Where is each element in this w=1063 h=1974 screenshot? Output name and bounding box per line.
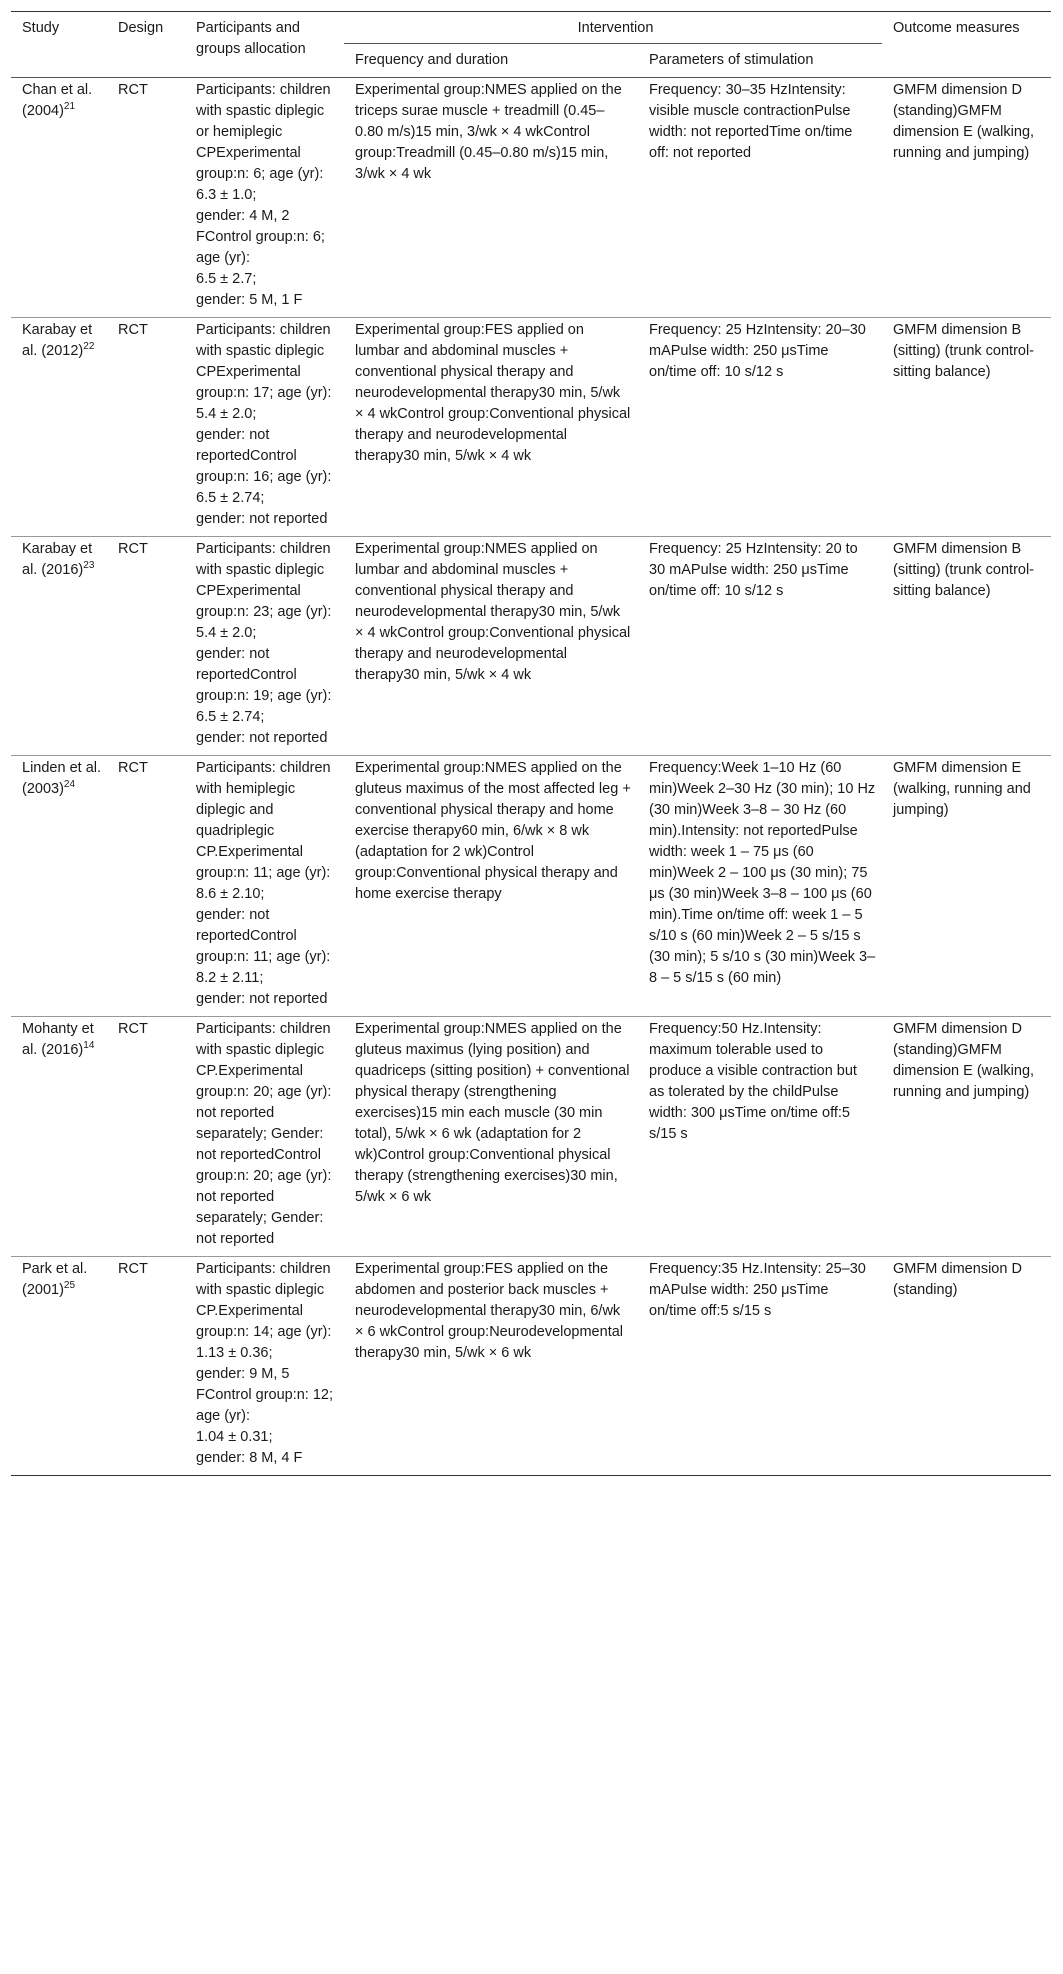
cell-parameters: Frequency: 30–35 HzIntensity: visible muscle contractionPulse width: not reportedTime on/time off: not reported	[649, 82, 853, 161]
cell-frequency-duration: Experimental group:NMES applied on the gluteus maximus (lying position) and quadriceps (sitting position) + conventional physical therapy (strengthening exercises)15 min each muscle (30 min total), 5/wk × 6 wk (adaptation for 2 wk)Control group:Conventional physical therapy (strengthening exercises)30 min, 5/wk × 6 wk	[344, 1017, 638, 1257]
cell-parameters: Frequency: 25 HzIntensity: 20 to 30 mAPulse width: 250 μsTime on/time off: 10 s/12 s	[638, 537, 882, 756]
cell-design: RCT	[107, 1257, 185, 1476]
table-row	[11, 78, 1051, 318]
cell-frequency-duration: Experimental group:NMES applied on the triceps surae muscle + treadmill (0.45–0.80 m/s)15 min, 3/wk × 4 wkControl group:Treadmill (0.45–0.80 m/s)15 min, 3/wk × 4 wk	[355, 82, 622, 182]
table-row	[11, 318, 1051, 537]
cell-outcome: GMFM dimension E (walking, running and jumping)	[882, 756, 1051, 1017]
cell-participants: Participants: children with spastic diplegic or hemiplegic CPExperimental group:n: 6; age (yr): 6.3 ± 1.0; gender: 4 M, 2 FControl group:n: 6; age (yr): 6.5 ± 2.7; gender: 5 M, 1 F	[196, 82, 331, 308]
cell-parameters: Frequency:50 Hz.Intensity: maximum tolerable used to produce a visible contraction but as tolerated by the childPulse width: 300 μsTime on/time off:5 s/15 s	[638, 1017, 882, 1257]
reference-number: 25	[63, 1280, 76, 1292]
study-name: Chan et al. (2004)	[22, 82, 93, 119]
cell-study	[11, 756, 107, 1017]
cell-parameters: Frequency:Week 1–10 Hz (60 min)Week 2–30 Hz (30 min); 10 Hz (30 min)Week 3–8 – 30 Hz (60 min).Intensity: not reportedPulse width: week 1 – 75 μs (60 min)Week 2 – 100 μs (30 min); 75 μs (30 min)Week 3–8 – 100 μs (60 min).Time on/time off: week 1 – 5 s/10 s (60 min)Week 2 – 5 s/15 s (30 min); 5 s/10 s (30 min)Week 3–8 – 5 s/15 s (60 min)	[638, 756, 882, 1017]
cell-outcome: GMFM dimension D (standing)GMFM dimension E (walking, running and jumping)	[893, 82, 1035, 161]
table-body	[11, 78, 1051, 1476]
cell-outcome: GMFM dimension D (standing)	[882, 1257, 1051, 1476]
cell-parameters: Frequency: 25 HzIntensity: 20–30 mAPulse width: 250 μsTime on/time off: 10 s/12 s	[638, 318, 882, 537]
table-row	[11, 1017, 1051, 1257]
cell-frequency-duration: Experimental group:NMES applied on lumbar and abdominal muscles + conventional physical therapy and neurodevelopmental therapy30 min, 5/wk × 4 wkControl group:Conventional physical therapy and neurodevelopmental therapy30 min, 5/wk × 4 wk	[344, 537, 638, 756]
study-name: Karabay et al. (2016)	[22, 541, 93, 578]
cell-study	[11, 318, 107, 537]
cell-frequency-duration: Experimental group:FES applied on the abdomen and posterior back muscles + neurodevelopmental therapy30 min, 6/wk × 6 wkControl group:Neurodevelopmental therapy30 min, 5/wk × 6 wk	[344, 1257, 638, 1476]
reference-number: 24	[63, 779, 76, 791]
cell-design: RCT	[107, 756, 185, 1017]
study-name: Mohanty et al. (2016)	[22, 1021, 94, 1058]
reference-number: 21	[63, 101, 76, 113]
cell-participants: Participants: children with spastic diplegic CP.Experimental group:n: 20; age (yr): not reported separately; Gender: not reportedControl group:n: 20; age (yr): not reported separately; Gender: not reported	[185, 1017, 344, 1257]
cell-participants: Participants: children with spastic diplegic CPExperimental group:n: 23; age (yr): 5.4 ± 2.0; gender: not reportedControl group:n: 19; age (yr): 6.5 ± 2.74; gender: not reported	[185, 537, 344, 756]
cell-design: RCT	[107, 537, 185, 756]
cell-study	[11, 537, 107, 756]
cell-frequency-duration: Experimental group:NMES applied on the gluteus maximus of the most affected leg + conventional physical therapy and home exercise therapy60 min, 6/wk × 8 wk (adaptation for 2 wk)Control group:Conventional physical therapy and home exercise therapy	[344, 756, 638, 1017]
cell-study	[11, 1257, 107, 1476]
header-parameters: Parameters of stimulation	[638, 44, 882, 78]
study-name: Linden et al. (2003)	[22, 760, 102, 797]
table-row	[11, 537, 1051, 756]
table-row	[11, 1257, 1051, 1476]
cell-study	[11, 1017, 107, 1257]
cell-outcome: GMFM dimension D (standing)GMFM dimension E (walking, running and jumping)	[882, 1017, 1051, 1257]
table-container	[11, 11, 1051, 1476]
header-intervention: Intervention	[577, 20, 654, 36]
header-participants: Participants and groups allocation	[185, 12, 344, 78]
cell-design: RCT	[107, 1017, 185, 1257]
table-header	[11, 12, 1051, 78]
table-row	[11, 756, 1051, 1017]
cell-study	[11, 78, 107, 318]
header-study: Study	[11, 12, 107, 78]
cell-parameters: Frequency:35 Hz.Intensity: 25–30 mAPulse width: 250 μsTime on/time off:5 s/15 s	[638, 1257, 882, 1476]
cell-design: RCT	[107, 318, 185, 537]
study-name: Karabay et al. (2012)	[22, 322, 93, 359]
reference-number: 22	[83, 341, 95, 353]
cell-outcome: GMFM dimension B (sitting) (trunk control-sitting balance)	[882, 537, 1051, 756]
reference-number: 23	[83, 560, 95, 572]
study-name: Park et al. (2001)	[22, 1261, 88, 1298]
header-design: Design	[107, 12, 185, 78]
cell-frequency-duration: Experimental group:FES applied on lumbar and abdominal muscles + conventional physical therapy and neurodevelopmental therapy30 min, 5/wk × 4 wkControl group:Conventional physical therapy and neurodevelopmental therapy30 min, 5/wk × 4 wk	[344, 318, 638, 537]
cell-participants: Participants: children with hemiplegic diplegic and quadriplegic CP.Experimental group:n: 11; age (yr): 8.6 ± 2.10; gender: not reportedControl group:n: 11; age (yr): 8.2 ± 2.11; gender: not reported	[185, 756, 344, 1017]
studies-table	[11, 11, 1051, 1476]
cell-participants: Participants: children with spastic diplegic CP.Experimental group:n: 14; age (yr): 1.13 ± 0.36; gender: 9 M, 5 FControl group:n: 12; age (yr): 1.04 ± 0.31; gender: 8 M, 4 F	[185, 1257, 344, 1476]
header-frequency-duration: Frequency and duration	[344, 44, 638, 78]
header-outcome: Outcome measures	[882, 12, 1051, 78]
cell-participants: Participants: children with spastic diplegic CPExperimental group:n: 17; age (yr): 5.4 ± 2.0; gender: not reportedControl group:n: 16; age (yr): 6.5 ± 2.74; gender: not reported	[185, 318, 344, 537]
cell-outcome: GMFM dimension B (sitting) (trunk control-sitting balance)	[882, 318, 1051, 537]
cell-design: RCT	[118, 82, 148, 98]
reference-number: 14	[83, 1040, 95, 1052]
